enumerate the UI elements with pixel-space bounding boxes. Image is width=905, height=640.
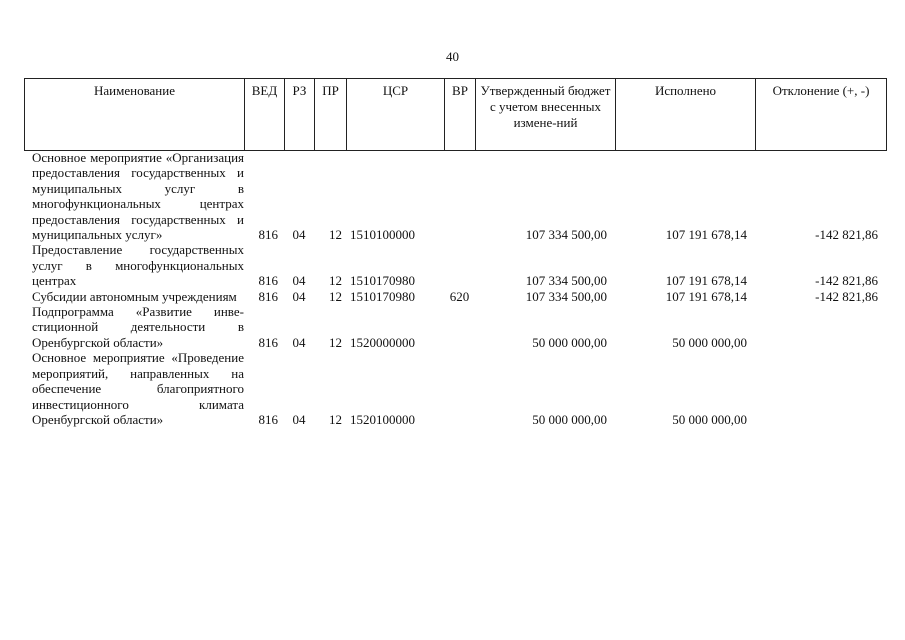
row-csr: 1520000000: [350, 334, 415, 350]
page-number: 40: [446, 49, 459, 64]
row-approved: 50 000 000,00: [532, 334, 607, 350]
column-header-approved: Утвержденный бюджет с учетом внесенных измене-ний: [476, 79, 616, 151]
row-executed: 107 191 678,14: [665, 273, 747, 289]
column-header-rz: РЗ: [285, 79, 315, 151]
row-rz: 04: [292, 227, 306, 243]
row-name: Предоставление государственных услуг в многофункциональных центрах: [32, 242, 244, 289]
row-rz: 04: [292, 273, 306, 289]
row-pr: 12: [329, 273, 342, 289]
row-csr: 1510170980: [350, 288, 415, 304]
row-executed: 107 191 678,14: [665, 227, 747, 243]
row-executed: 50 000 000,00: [672, 411, 747, 427]
column-header-ved: ВЕД: [245, 79, 285, 151]
column-header-executed: Исполнено: [616, 79, 756, 151]
row-rz: 04: [292, 288, 306, 304]
row-name: Субсидии автономным учреждениям: [32, 288, 237, 304]
row-name: Основное мероприятие «Организация предоставления государственных и муниципальных услуг в многофункциональных центрах предоставления государственных и муниципальных услуг»: [32, 150, 244, 243]
table-row: [24, 304, 886, 350]
row-csr: 1520100000: [350, 411, 415, 427]
row-csr: 1510170980: [350, 273, 415, 289]
row-ved: 816: [258, 288, 278, 304]
column-header-csr: ЦСР: [347, 79, 445, 151]
row-vr: 620: [449, 288, 470, 304]
row-deviation: -142 821,86: [815, 288, 878, 304]
row-ved: 816: [258, 227, 278, 243]
column-header-name: Наименование: [25, 79, 245, 151]
column-header-vr: ВР: [445, 79, 476, 151]
row-ved: 816: [258, 334, 278, 350]
row-executed: 50 000 000,00: [672, 334, 747, 350]
row-name: Подпрограмма «Развитие инвестиционной деятельности в Оренбургской области»: [32, 304, 244, 350]
table-header: [24, 78, 887, 151]
row-ved: 816: [258, 273, 278, 289]
row-approved: 50 000 000,00: [532, 411, 607, 427]
table-row: [24, 242, 886, 288]
row-approved: 107 334 500,00: [525, 273, 607, 289]
row-approved: 107 334 500,00: [525, 227, 607, 243]
table-row: [24, 350, 886, 427]
row-approved: 107 334 500,00: [525, 288, 607, 304]
row-pr: 12: [329, 334, 342, 350]
row-rz: 04: [292, 411, 306, 427]
row-rz: 04: [292, 334, 306, 350]
row-deviation: -142 821,86: [815, 227, 878, 243]
row-pr: 12: [329, 411, 342, 427]
row-executed: 107 191 678,14: [665, 288, 747, 304]
row-pr: 12: [329, 288, 342, 304]
row-pr: 12: [329, 227, 342, 243]
row-name: Основное мероприятие «Проведение мероприятий, направленных на обеспечение благоприятного инвестиционного климата Оренбургской области»: [32, 350, 244, 427]
column-header-pr: ПР: [315, 79, 347, 151]
table-body: [24, 150, 886, 427]
column-header-deviation: Отклонение (+, -): [756, 79, 887, 151]
table-row: [24, 289, 886, 304]
row-csr: 1510100000: [350, 227, 415, 243]
row-deviation: -142 821,86: [815, 273, 878, 289]
row-ved: 816: [258, 411, 278, 427]
table-row: [24, 150, 886, 242]
